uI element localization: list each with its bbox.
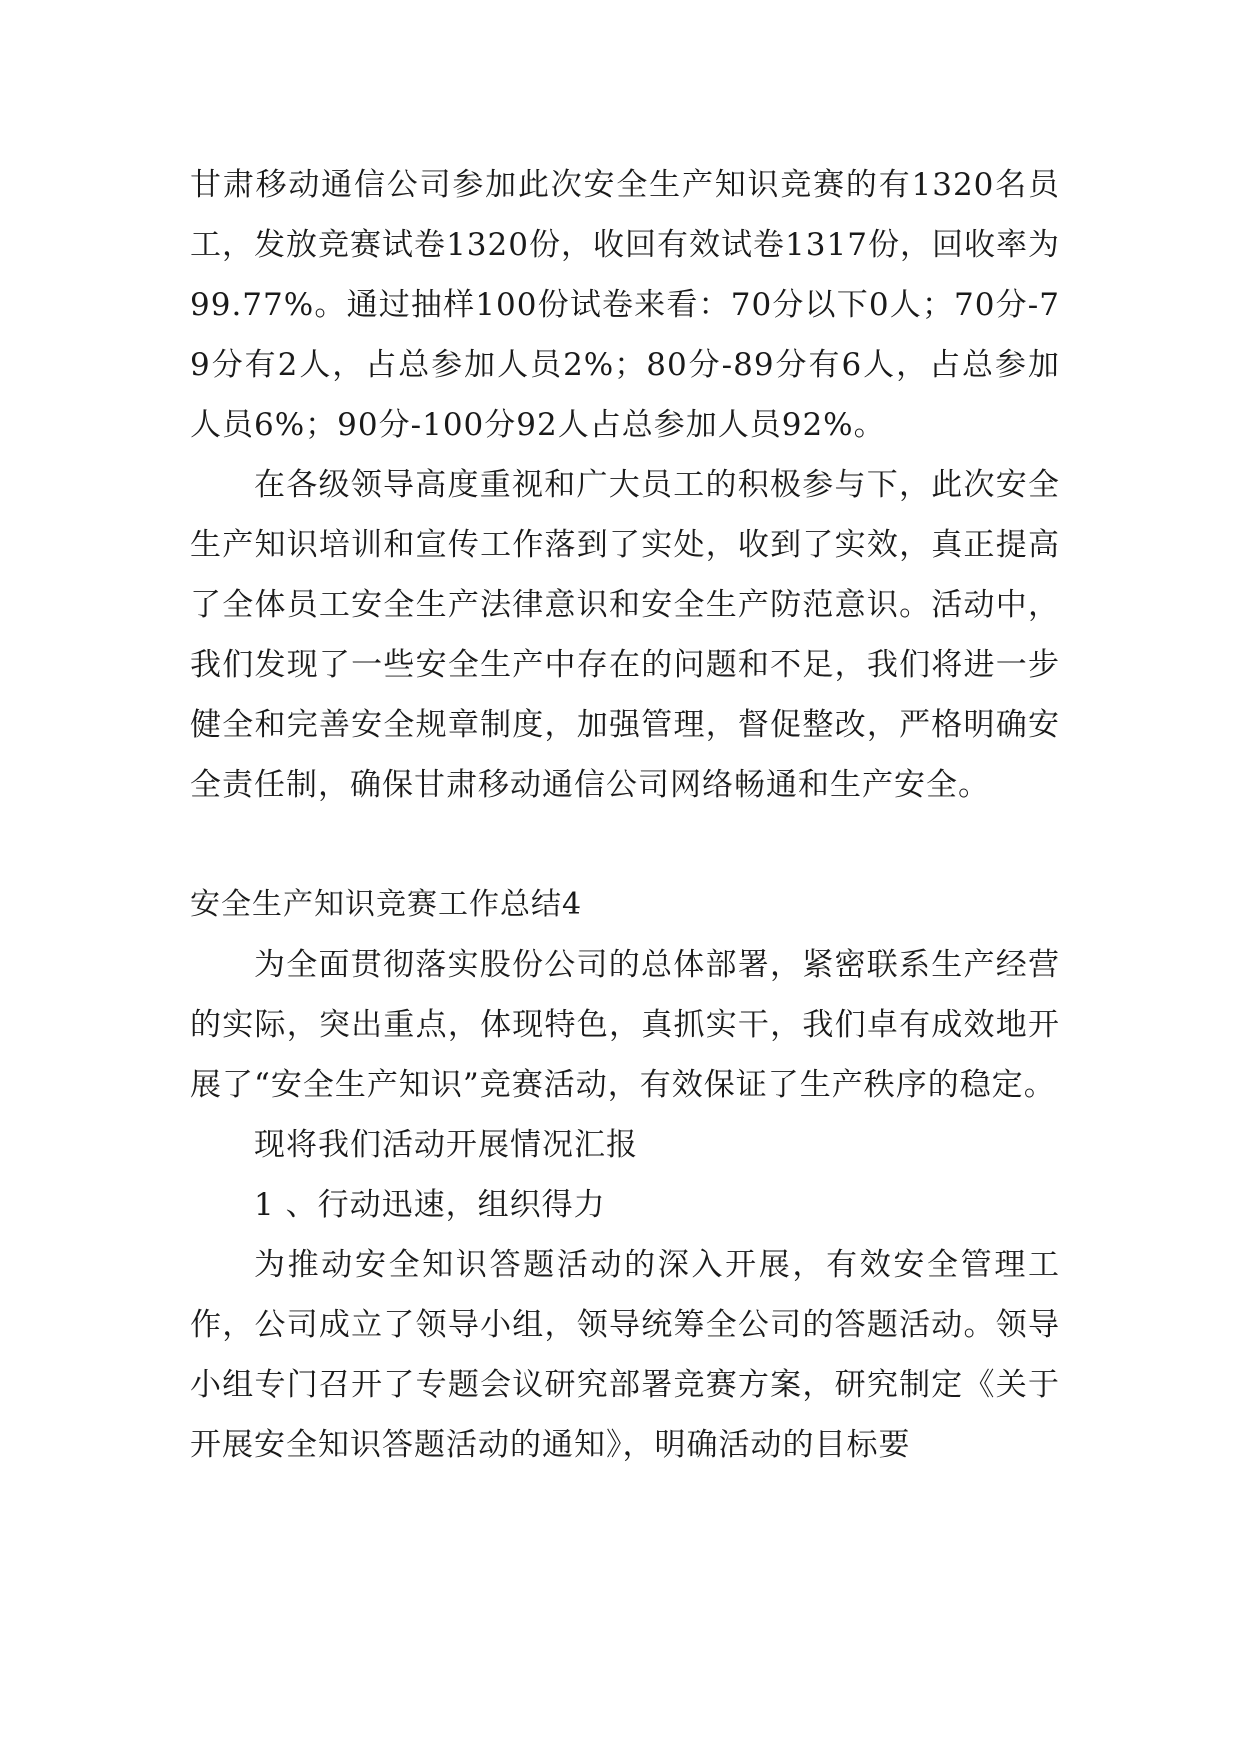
document-page	[190, 155, 1060, 1475]
paragraph-report-lead: 现将我们活动开展情况汇报	[254, 1127, 638, 1163]
paragraph-organization: 为推动安全知识答题活动的深入开展，有效安全管理工作，公司成立了领导小组，领导统筹全公司的答题活动。领导小组专门召开了专题会议研究部署竞赛方案，研究制定《关于开展安全知识答题活动的通知》，明确活动的目标要	[190, 1247, 1060, 1463]
paragraph-subheading-1: 1 、行动迅速，组织得力	[254, 1187, 606, 1223]
paragraph-intro: 为全面贯彻落实股份公司的总体部署，紧密联系生产经营的实际，突出重点，体现特色，真抓实干，我们卓有成效地开展了“安全生产知识”竞赛活动，有效保证了生产秩序的稳定。	[190, 947, 1060, 1103]
paragraph-participation-stats: 甘肃移动通信公司参加此次安全生产知识竞赛的有1320名员工，发放竞赛试卷1320份，收回有效试卷1317份，回收率为99.77%。通过抽样100份试卷来看：70分以下0人；70分-79分有2人，占总参加人员2%；80分-89分有6人，占总参加人员6%；90分-100分92人占总参加人员92%。	[190, 167, 1060, 443]
paragraph-activity-results: 在各级领导高度重视和广大员工的积极参与下，此次安全生产知识培训和宣传工作落到了实处，收到了实效，真正提高了全体员工安全生产法律意识和安全生产防范意识。活动中，我们发现了一些安全生产中存在的问题和不足，我们将进一步健全和完善安全规章制度，加强管理，督促整改，严格明确安全责任制，确保甘肃移动通信公司网络畅通和生产安全。	[190, 467, 1060, 803]
section-title: 安全生产知识竞赛工作总结4	[190, 887, 583, 922]
